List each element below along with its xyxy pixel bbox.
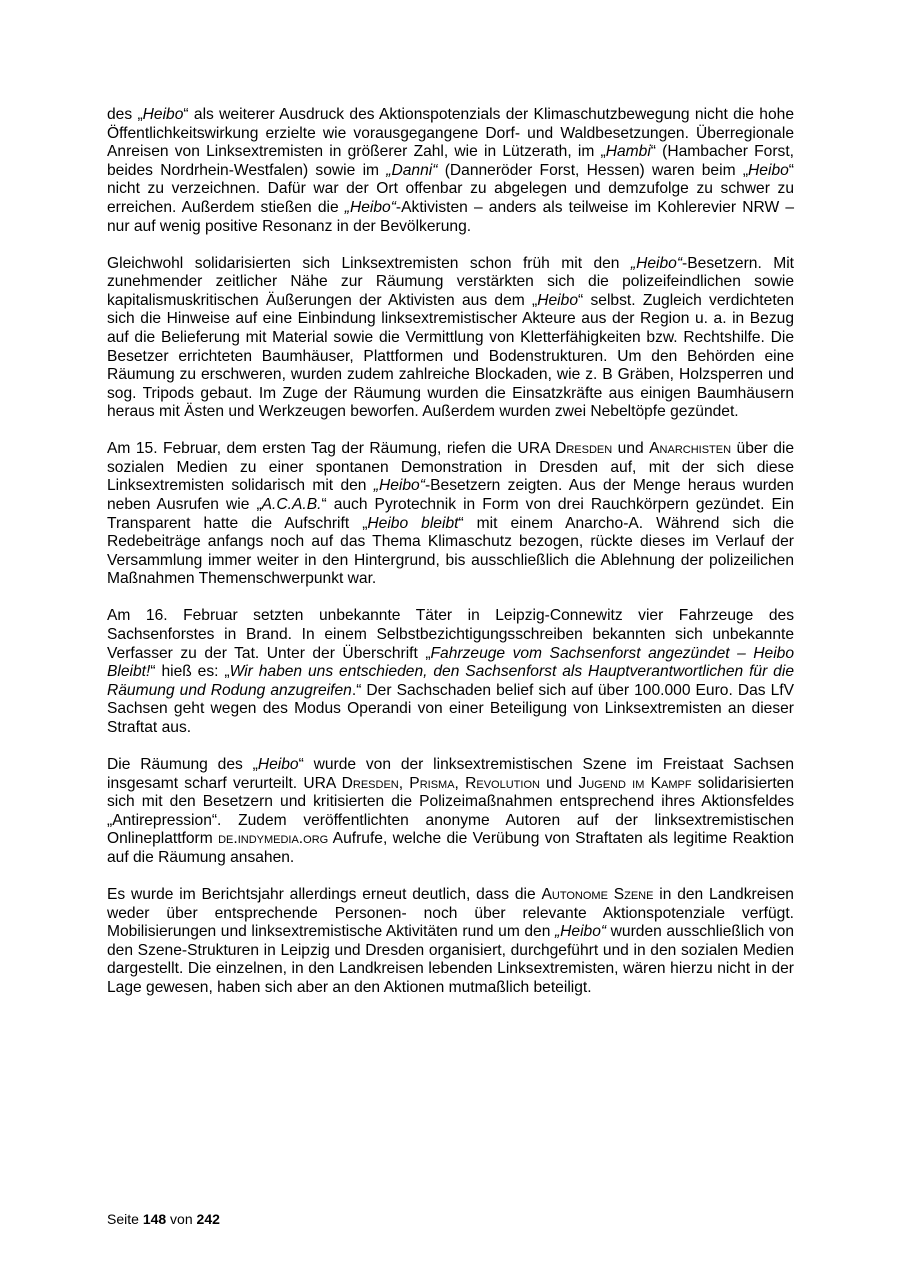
italic-text: „Heibo“	[344, 198, 396, 216]
footer-prefix: Seite	[107, 1211, 143, 1227]
italic-text: Fahrzeuge vom Sachsenforst angezündet – Heibo Bleibt!	[107, 644, 795, 681]
current-page-number: 148	[142, 1211, 167, 1227]
text-run: “ (Hambacher Forst, beides Nordrhein-Westfalen) sowie im	[107, 143, 795, 179]
italic-text: Heibo	[748, 161, 789, 179]
text-run: “ als weiterer Ausdruck des Aktionspotenzials der Klimaschutzbewegung nicht die hohe Öffentlichkeitswirkung erzielte wie vorausgegangene Dorf- und Waldbesetzungen. Überregionale Anreisen von Linksextremisten in größerer Zahl, wie in Lützerath, im „	[107, 106, 794, 161]
paragraph	[107, 255, 794, 422]
small-caps-name: Jugend im Kampf	[578, 774, 692, 792]
text-run: Aufrufe, welche die Verübung von Straftaten als legitime Reaktion auf die Räumung ansahen.	[107, 830, 794, 866]
italic-text: Wir haben uns entschieden, den Sachsenforst als Hauptverantwortlichen für die Räumung und Rodung anzugreifen	[107, 663, 794, 699]
body-text	[107, 106, 794, 1016]
text-run: Es wurde im Berichtsjahr allerdings erneut deutlich, dass die	[107, 885, 542, 903]
italic-text: „Heibo“	[554, 923, 607, 941]
text-run: des „	[107, 106, 143, 123]
italic-text: Heibo	[142, 106, 184, 123]
italic-text: A.C.A.B.	[261, 496, 322, 514]
text-run: -Aktivisten – anders als teilweise im Kohlerevier NRW – nur auf wenig positive Resonanz in der Bevölkerung.	[107, 198, 794, 235]
text-run: Am 15. Februar, dem ersten Tag der Räumung, riefen die URA	[107, 440, 556, 458]
total-page-count: 242	[196, 1211, 220, 1227]
small-caps-name: Dresden	[341, 774, 399, 792]
small-caps-name: Anarchisten	[649, 440, 732, 458]
small-caps-name: Dresden	[555, 440, 613, 458]
paragraph	[107, 607, 794, 737]
text-run: “ wurde von der linksextremistischen Szene im Freistaat Sachsen insgesamt scharf verurteilt. URA	[107, 755, 794, 792]
italic-text: „Danni“	[386, 161, 438, 179]
text-run: über die sozialen Medien zu einer spontanen Demonstration in Dresden auf, mit der sich diese Linksextremisten solidarisch mit den	[107, 440, 794, 495]
italic-text: Heibo bleibt	[367, 514, 459, 532]
text-run: “ auch Pyrotechnik in Form von drei Rauchkörpern gezündet. Ein Transparent hatte die Aufschrift „	[107, 496, 794, 532]
text-run: .“ Der Sachschaden belief sich auf über 100.000 Euro. Das LfV Sachsen geht wegen des Modus Operandi von einer Beteiligung von Linksextremisten an dieser Straftat aus.	[107, 681, 795, 736]
italic-text: „Heibo“	[373, 477, 425, 495]
italic-text: „Heibo“	[630, 254, 683, 272]
text-run: Die Räumung des „	[107, 755, 258, 773]
paragraph	[107, 756, 794, 868]
small-caps-name: Revolution	[465, 774, 540, 792]
text-run: “ nicht zu verzeichnen. Dafür war der Ort offenbar zu abgelegen und demzufolge zu schwer zu erreichen. Außerdem stießen die	[107, 161, 794, 216]
text-run: (Danneröder Forst, Hessen) waren beim „	[437, 161, 749, 179]
page-number-footer	[107, 1211, 220, 1227]
paragraph	[107, 886, 794, 998]
text-run: ,	[454, 774, 466, 792]
small-caps-name: de.indymedia.org	[218, 830, 329, 848]
footer-middle: von	[166, 1211, 197, 1227]
text-run: -Besetzern. Mit zunehmender zeitlicher Nähe zur Räumung verstärkten sich die polizeifeindlichen sowie kapitalismuskritischen Äußerungen der Aktivisten aus dem „	[107, 254, 794, 309]
text-run: wurden ausschließlich von den Szene-Strukturen in Leipzig und Dresden organisiert, durchgeführt und in den sozialen Medien dargestellt. Die einzelnen, in den Landkreisen lebenden Linksextremisten, wären hierzu nicht in der Lage gewesen, haben sich aber an den Aktionen mutmaßlich beteiligt.	[107, 923, 795, 996]
text-run: in den Landkreisen weder über entsprechende Personen- noch über relevante Aktionspotenziale verfügt. Mobilisierungen und linksextremistische Aktivitäten rund um den	[107, 885, 794, 941]
text-run: “ selbst. Zugleich verdichteten sich die Hinweise auf eine Einbindung linksextremistischer Akteure aus der Region u. a. in Bezug auf die Belieferung mit Material sowie die Vermittlung von Kletterfähigkeiten bzw. Rechtshilfe. Die Besetzer errichteten Baumhäuser, Plattformen und Bodenstrukturen. Um den Behörden eine Räumung zu erschweren, wurden zudem zahlreiche Blockaden, wie z. B Gräben, Holzsperren und sog. Tripods gebaut. Im Zuge der Räumung wurden die Einsatzkräfte aus einigen Baumhäusern heraus mit Ästen und Werkzeugen beworfen. Außerdem wurden zwei Nebeltöpfe gezündet.	[107, 291, 794, 421]
text-run: Am 16. Februar setzten unbekannte Täter in Leipzig-Connewitz vier Fahrzeuge des Sachsenforstes in Brand. In einem Selbstbezichtigungsschreiben bekannten sich unbekannte Verfasser zu der Tat. Unter der Überschrift „	[107, 607, 794, 662]
text-run: und	[612, 440, 650, 458]
text-run: Gleichwohl solidarisierten sich Linksextremisten schon früh mit den	[107, 254, 631, 272]
text-run: “ hieß es: „	[150, 663, 230, 681]
text-run: und	[539, 774, 579, 792]
text-run: “ mit einem Anarcho-A. Während sich die Redebeiträge anfangs noch auf das Thema Klimaschutz bezogen, rückte dieses im Verlauf der Versammlung immer weiter in den Hintergrund, bis ausschließlich die Ablehnung der polizeilichen Maßnahmen Themenschwerpunkt war.	[107, 514, 794, 588]
text-run: solidarisierten sich mit den Besetzern und kritisierten die Polizeimaßnahmen entsprechend ihres Aktionsfeldes „Antirepression“. Zudem veröffentlichten anonyme Autoren auf der linksextremistischen Onlineplattform	[107, 774, 795, 848]
italic-text: Hambi	[605, 143, 651, 161]
text-run: -Besetzern zeigten. Aus der Menge heraus wurden neben Ausrufen wie „	[107, 477, 794, 514]
text-run: ,	[398, 774, 410, 792]
paragraph	[107, 440, 794, 589]
italic-text: Heibo	[537, 291, 578, 309]
small-caps-name: Prisma	[409, 774, 455, 792]
paragraph	[107, 106, 794, 236]
italic-text: Heibo	[257, 755, 299, 773]
small-caps-name: Autonome Szene	[541, 885, 654, 903]
